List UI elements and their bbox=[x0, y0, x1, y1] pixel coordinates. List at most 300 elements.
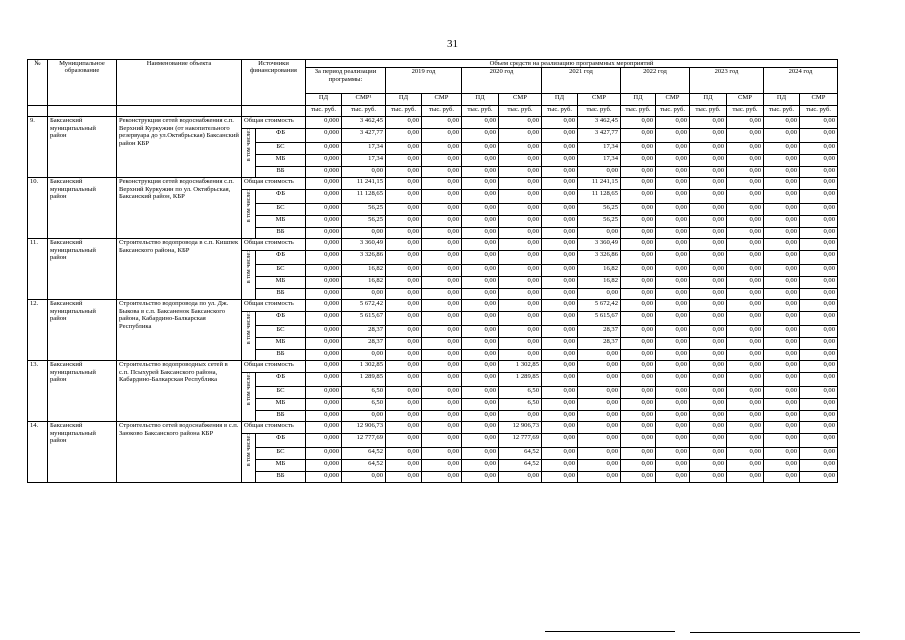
unit-label: тыс. руб. bbox=[621, 106, 656, 117]
value-cell: 0,00 bbox=[542, 178, 578, 190]
unit-label: тыс. руб. bbox=[422, 106, 462, 117]
col-number-header: № bbox=[28, 60, 48, 106]
value-cell: 0,00 bbox=[727, 129, 764, 143]
value-cell: 16,82 bbox=[342, 277, 386, 289]
value-cell: 0,00 bbox=[422, 448, 462, 460]
value-cell: 0,00 bbox=[386, 399, 422, 411]
value-cell: 0,00 bbox=[542, 265, 578, 277]
value-cell: 0,00 bbox=[690, 216, 727, 228]
smr-header: СМР bbox=[800, 94, 838, 106]
value-cell: 0,00 bbox=[542, 422, 578, 434]
value-cell: 0,00 bbox=[542, 472, 578, 483]
value-cell: 0,000 bbox=[306, 373, 342, 387]
value-cell: 0,00 bbox=[578, 387, 621, 399]
unit-label: тыс. руб. bbox=[656, 106, 690, 117]
value-cell: 0,000 bbox=[306, 448, 342, 460]
value-cell: 0,00 bbox=[656, 228, 690, 239]
value-cell: 0,00 bbox=[499, 411, 542, 422]
source-total-label: Общая стоимость bbox=[242, 361, 306, 373]
value-cell: 0,00 bbox=[542, 338, 578, 350]
value-cell: 0,00 bbox=[800, 265, 838, 277]
value-cell: 0,00 bbox=[542, 434, 578, 448]
value-cell: 0,00 bbox=[542, 387, 578, 399]
value-cell: 0,00 bbox=[542, 143, 578, 155]
value-cell: 0,000 bbox=[306, 251, 342, 265]
value-cell: 0,00 bbox=[727, 448, 764, 460]
value-cell: 0,00 bbox=[621, 117, 656, 129]
value-cell: 0,00 bbox=[578, 460, 621, 472]
value-cell: 17,34 bbox=[578, 143, 621, 155]
value-cell: 0,00 bbox=[656, 251, 690, 265]
entry-municipality: Баксанский муниципальный район bbox=[48, 300, 117, 361]
value-cell: 0,00 bbox=[690, 178, 727, 190]
smr-header: СМР bbox=[578, 94, 621, 106]
value-cell: 0,00 bbox=[800, 143, 838, 155]
source-label: ВБ bbox=[256, 228, 306, 239]
value-cell: 0,00 bbox=[621, 350, 656, 361]
value-cell: 0,00 bbox=[656, 289, 690, 300]
value-cell: 0,00 bbox=[578, 167, 621, 178]
value-cell: 0,00 bbox=[621, 399, 656, 411]
page-number: 31 bbox=[447, 38, 458, 50]
source-label: БС bbox=[256, 448, 306, 460]
value-cell: 0,00 bbox=[656, 239, 690, 251]
value-cell: 3 360,49 bbox=[342, 239, 386, 251]
unit-label: тыс. руб. bbox=[542, 106, 578, 117]
unit-label: тыс. руб. bbox=[690, 106, 727, 117]
entry-municipality: Баксанский муниципальный район bbox=[48, 117, 117, 178]
value-cell: 0,00 bbox=[499, 472, 542, 483]
value-cell: 0,00 bbox=[621, 387, 656, 399]
value-cell: 0,00 bbox=[656, 361, 690, 373]
value-cell: 0,00 bbox=[422, 228, 462, 239]
source-label: БС bbox=[256, 326, 306, 338]
pd-header: ПД bbox=[462, 94, 499, 106]
value-cell: 0,00 bbox=[462, 387, 499, 399]
value-cell: 0,00 bbox=[800, 338, 838, 350]
value-cell: 12 777,69 bbox=[499, 434, 542, 448]
value-cell: 0,00 bbox=[386, 350, 422, 361]
value-cell: 0,00 bbox=[727, 167, 764, 178]
value-cell: 0,00 bbox=[422, 277, 462, 289]
value-cell: 0,00 bbox=[764, 117, 800, 129]
value-cell: 0,00 bbox=[690, 373, 727, 387]
value-cell: 0,00 bbox=[542, 460, 578, 472]
value-cell: 0,00 bbox=[800, 155, 838, 167]
value-cell: 0,00 bbox=[764, 434, 800, 448]
value-cell: 0,00 bbox=[542, 129, 578, 143]
value-cell: 0,00 bbox=[800, 387, 838, 399]
unit-label: тыс. руб. bbox=[578, 106, 621, 117]
value-cell: 11 241,15 bbox=[342, 178, 386, 190]
value-cell: 0,00 bbox=[764, 265, 800, 277]
value-cell: 0,00 bbox=[800, 472, 838, 483]
value-cell: 0,00 bbox=[727, 117, 764, 129]
value-cell: 0,000 bbox=[306, 216, 342, 228]
value-cell: 0,00 bbox=[422, 434, 462, 448]
value-cell: 56,25 bbox=[342, 216, 386, 228]
value-cell: 0,00 bbox=[656, 434, 690, 448]
value-cell: 0,00 bbox=[727, 399, 764, 411]
value-cell: 6,50 bbox=[342, 387, 386, 399]
value-cell: 0,00 bbox=[422, 239, 462, 251]
value-cell: 0,000 bbox=[306, 289, 342, 300]
value-cell: 0,00 bbox=[727, 460, 764, 472]
value-cell: 0,00 bbox=[690, 399, 727, 411]
value-cell: 0,00 bbox=[800, 326, 838, 338]
value-cell: 0,00 bbox=[422, 300, 462, 312]
value-cell: 0,00 bbox=[462, 129, 499, 143]
value-cell: 0,00 bbox=[690, 129, 727, 143]
value-cell: 0,00 bbox=[386, 312, 422, 326]
value-cell: 3 427,77 bbox=[578, 129, 621, 143]
in-total-label-cell bbox=[242, 312, 256, 361]
smr-header: СМР¹ bbox=[342, 94, 386, 106]
funding-table bbox=[27, 59, 838, 483]
value-cell: 0,00 bbox=[690, 143, 727, 155]
value-cell: 0,000 bbox=[306, 167, 342, 178]
value-cell: 0,00 bbox=[764, 190, 800, 204]
entry-number: 12. bbox=[28, 300, 48, 361]
value-cell: 0,00 bbox=[764, 277, 800, 289]
value-cell: 0,00 bbox=[542, 216, 578, 228]
value-cell: 11 241,15 bbox=[578, 178, 621, 190]
value-cell: 0,00 bbox=[690, 251, 727, 265]
value-cell: 3 462,45 bbox=[578, 117, 621, 129]
value-cell: 0,000 bbox=[306, 178, 342, 190]
value-cell: 0,00 bbox=[578, 350, 621, 361]
value-cell: 0,00 bbox=[764, 460, 800, 472]
value-cell: 0,00 bbox=[690, 312, 727, 326]
value-cell: 0,00 bbox=[800, 216, 838, 228]
value-cell: 0,00 bbox=[499, 117, 542, 129]
unit-label: тыс. руб. bbox=[764, 106, 800, 117]
value-cell: 0,00 bbox=[342, 228, 386, 239]
value-cell: 0,00 bbox=[621, 338, 656, 350]
value-cell: 0,00 bbox=[800, 350, 838, 361]
value-cell: 0,00 bbox=[764, 289, 800, 300]
value-cell: 6,50 bbox=[499, 399, 542, 411]
value-cell: 0,00 bbox=[422, 411, 462, 422]
value-cell: 0,00 bbox=[462, 434, 499, 448]
value-cell: 0,00 bbox=[578, 361, 621, 373]
value-cell: 0,00 bbox=[462, 448, 499, 460]
value-cell: 0,00 bbox=[578, 373, 621, 387]
value-cell: 0,00 bbox=[342, 167, 386, 178]
value-cell: 0,00 bbox=[800, 361, 838, 373]
value-cell: 0,00 bbox=[690, 460, 727, 472]
value-cell: 0,00 bbox=[656, 117, 690, 129]
in-total-label: в том числе: bbox=[245, 190, 252, 223]
value-cell: 0,00 bbox=[422, 178, 462, 190]
value-cell: 64,52 bbox=[499, 460, 542, 472]
value-cell: 0,00 bbox=[422, 361, 462, 373]
value-cell: 0,00 bbox=[727, 411, 764, 422]
source-label: ФБ bbox=[256, 251, 306, 265]
value-cell: 0,00 bbox=[727, 178, 764, 190]
value-cell: 0,00 bbox=[422, 472, 462, 483]
value-cell: 0,00 bbox=[727, 312, 764, 326]
value-cell: 64,52 bbox=[342, 460, 386, 472]
value-cell: 0,00 bbox=[386, 326, 422, 338]
value-cell: 0,00 bbox=[542, 312, 578, 326]
entry-number: 9. bbox=[28, 117, 48, 178]
value-cell: 0,00 bbox=[800, 460, 838, 472]
value-cell: 0,00 bbox=[578, 472, 621, 483]
value-cell: 0,00 bbox=[690, 448, 727, 460]
blank-cell bbox=[48, 106, 117, 117]
value-cell: 0,00 bbox=[727, 216, 764, 228]
entry-municipality: Баксанский муниципальный район bbox=[48, 178, 117, 239]
value-cell: 0,00 bbox=[542, 228, 578, 239]
value-cell: 0,00 bbox=[621, 434, 656, 448]
value-cell: 0,00 bbox=[499, 228, 542, 239]
value-cell: 0,00 bbox=[800, 312, 838, 326]
year-header: 2023 год bbox=[690, 68, 764, 94]
col-period-header: За период реализации программы: bbox=[306, 68, 386, 94]
value-cell: 0,00 bbox=[800, 373, 838, 387]
entry-object: Строительство сетей водоснабжения в с.п. Заюково Баксанского района КБР bbox=[117, 422, 242, 483]
value-cell: 0,00 bbox=[542, 411, 578, 422]
value-cell: 0,00 bbox=[386, 265, 422, 277]
source-label: БС bbox=[256, 204, 306, 216]
source-label: БС bbox=[256, 387, 306, 399]
value-cell: 3 360,49 bbox=[578, 239, 621, 251]
value-cell: 0,00 bbox=[690, 326, 727, 338]
in-total-label-cell bbox=[242, 434, 256, 483]
value-cell: 0,00 bbox=[690, 472, 727, 483]
source-label: МБ bbox=[256, 460, 306, 472]
source-total-label: Общая стоимость bbox=[242, 300, 306, 312]
value-cell: 0,00 bbox=[800, 251, 838, 265]
value-cell: 0,00 bbox=[386, 387, 422, 399]
value-cell: 0,00 bbox=[621, 448, 656, 460]
value-cell: 0,00 bbox=[422, 265, 462, 277]
footer-rule bbox=[545, 631, 675, 632]
value-cell: 0,00 bbox=[499, 143, 542, 155]
value-cell: 0,00 bbox=[386, 117, 422, 129]
source-label: ВБ bbox=[256, 472, 306, 483]
year-header: 2020 год bbox=[462, 68, 542, 94]
entry-number: 11. bbox=[28, 239, 48, 300]
value-cell: 0,00 bbox=[800, 228, 838, 239]
value-cell: 3 427,77 bbox=[342, 129, 386, 143]
value-cell: 0,00 bbox=[422, 251, 462, 265]
value-cell: 6,50 bbox=[499, 387, 542, 399]
unit-label: тыс. руб. bbox=[306, 106, 342, 117]
value-cell: 0,00 bbox=[386, 300, 422, 312]
value-cell: 0,000 bbox=[306, 239, 342, 251]
entry-municipality: Баксанский муниципальный район bbox=[48, 361, 117, 422]
value-cell: 0,00 bbox=[462, 338, 499, 350]
value-cell: 0,00 bbox=[422, 289, 462, 300]
value-cell: 0,00 bbox=[764, 155, 800, 167]
value-cell: 0,00 bbox=[764, 422, 800, 434]
value-cell: 0,00 bbox=[578, 228, 621, 239]
value-cell: 0,00 bbox=[656, 387, 690, 399]
value-cell: 0,000 bbox=[306, 155, 342, 167]
value-cell: 12 777,69 bbox=[342, 434, 386, 448]
entry-total-row bbox=[28, 300, 838, 312]
value-cell: 0,00 bbox=[499, 326, 542, 338]
entry-number: 13. bbox=[28, 361, 48, 422]
value-cell: 0,00 bbox=[342, 289, 386, 300]
value-cell: 0,00 bbox=[499, 289, 542, 300]
value-cell: 0,000 bbox=[306, 411, 342, 422]
value-cell: 0,00 bbox=[386, 277, 422, 289]
value-cell: 0,00 bbox=[656, 312, 690, 326]
source-label: ФБ bbox=[256, 312, 306, 326]
entry-total-row bbox=[28, 361, 838, 373]
value-cell: 0,00 bbox=[727, 265, 764, 277]
value-cell: 17,34 bbox=[342, 143, 386, 155]
in-total-label: в том числе: bbox=[245, 251, 252, 284]
value-cell: 0,00 bbox=[621, 460, 656, 472]
value-cell: 0,00 bbox=[690, 228, 727, 239]
value-cell: 0,000 bbox=[306, 117, 342, 129]
value-cell: 0,00 bbox=[800, 178, 838, 190]
value-cell: 0,00 bbox=[386, 411, 422, 422]
value-cell: 3 462,45 bbox=[342, 117, 386, 129]
unit-label: тыс. руб. bbox=[462, 106, 499, 117]
value-cell: 0,00 bbox=[656, 448, 690, 460]
value-cell: 0,00 bbox=[386, 129, 422, 143]
value-cell: 16,82 bbox=[342, 265, 386, 277]
value-cell: 0,00 bbox=[621, 265, 656, 277]
value-cell: 0,000 bbox=[306, 129, 342, 143]
value-cell: 0,00 bbox=[462, 422, 499, 434]
value-cell: 6,50 bbox=[342, 399, 386, 411]
value-cell: 0,00 bbox=[542, 239, 578, 251]
value-cell: 0,00 bbox=[462, 251, 499, 265]
value-cell: 0,00 bbox=[727, 373, 764, 387]
value-cell: 0,00 bbox=[462, 277, 499, 289]
value-cell: 0,00 bbox=[621, 472, 656, 483]
value-cell: 0,00 bbox=[542, 373, 578, 387]
value-cell: 3 326,86 bbox=[578, 251, 621, 265]
entry-municipality: Баксанский муниципальный район bbox=[48, 239, 117, 300]
value-cell: 0,000 bbox=[306, 399, 342, 411]
value-cell: 0,00 bbox=[499, 300, 542, 312]
value-cell: 0,00 bbox=[621, 204, 656, 216]
value-cell: 0,00 bbox=[690, 289, 727, 300]
value-cell: 0,00 bbox=[690, 155, 727, 167]
year-header: 2022 год bbox=[621, 68, 690, 94]
value-cell: 28,37 bbox=[342, 338, 386, 350]
source-label: ВБ bbox=[256, 350, 306, 361]
source-total-label: Общая стоимость bbox=[242, 422, 306, 434]
value-cell: 0,00 bbox=[578, 434, 621, 448]
value-cell: 0,00 bbox=[690, 361, 727, 373]
value-cell: 0,00 bbox=[422, 387, 462, 399]
value-cell: 0,00 bbox=[727, 190, 764, 204]
value-cell: 0,00 bbox=[422, 422, 462, 434]
value-cell: 0,00 bbox=[542, 350, 578, 361]
entry-object: Реконструкция сетей водоснабжения с.п. Верхний Куркужин по ул. Октябрьская, Баксанский район, КБР bbox=[117, 178, 242, 239]
value-cell: 0,00 bbox=[422, 143, 462, 155]
value-cell: 0,000 bbox=[306, 312, 342, 326]
value-cell: 0,000 bbox=[306, 387, 342, 399]
value-cell: 0,000 bbox=[306, 338, 342, 350]
value-cell: 12 906,73 bbox=[499, 422, 542, 434]
value-cell: 56,25 bbox=[578, 204, 621, 216]
value-cell: 0,00 bbox=[727, 422, 764, 434]
value-cell: 0,00 bbox=[800, 434, 838, 448]
in-total-label: в том числе: bbox=[245, 312, 252, 345]
value-cell: 0,00 bbox=[690, 434, 727, 448]
value-cell: 0,00 bbox=[656, 204, 690, 216]
unit-label: тыс. руб. bbox=[499, 106, 542, 117]
value-cell: 0,00 bbox=[727, 326, 764, 338]
unit-label: тыс. руб. bbox=[727, 106, 764, 117]
value-cell: 0,00 bbox=[386, 239, 422, 251]
blank-cell bbox=[117, 106, 242, 117]
value-cell: 0,00 bbox=[422, 204, 462, 216]
value-cell: 64,52 bbox=[342, 448, 386, 460]
value-cell: 0,00 bbox=[800, 277, 838, 289]
value-cell: 0,00 bbox=[621, 422, 656, 434]
source-label: ВБ bbox=[256, 167, 306, 178]
value-cell: 0,00 bbox=[542, 448, 578, 460]
source-label: ВБ bbox=[256, 289, 306, 300]
value-cell: 0,00 bbox=[656, 399, 690, 411]
value-cell: 0,00 bbox=[499, 265, 542, 277]
value-cell: 0,00 bbox=[621, 277, 656, 289]
smr-header: СМР bbox=[656, 94, 690, 106]
value-cell: 0,00 bbox=[621, 251, 656, 265]
value-cell: 0,00 bbox=[386, 289, 422, 300]
unit-label: тыс. руб. bbox=[386, 106, 422, 117]
value-cell: 0,00 bbox=[499, 155, 542, 167]
col-volume-header: Объем средств на реализацию программных мероприятий bbox=[306, 60, 838, 68]
value-cell: 0,000 bbox=[306, 277, 342, 289]
value-cell: 0,00 bbox=[621, 239, 656, 251]
value-cell: 0,00 bbox=[621, 190, 656, 204]
unit-label: тыс. руб. bbox=[342, 106, 386, 117]
source-label: МБ bbox=[256, 155, 306, 167]
value-cell: 0,00 bbox=[542, 399, 578, 411]
value-cell: 0,00 bbox=[386, 155, 422, 167]
value-cell: 0,00 bbox=[542, 300, 578, 312]
value-cell: 0,00 bbox=[462, 472, 499, 483]
value-cell: 0,00 bbox=[462, 300, 499, 312]
source-label: ФБ bbox=[256, 129, 306, 143]
value-cell: 0,00 bbox=[422, 350, 462, 361]
in-total-label: в том числе: bbox=[245, 434, 252, 467]
value-cell: 3 326,86 bbox=[342, 251, 386, 265]
value-cell: 0,00 bbox=[690, 239, 727, 251]
value-cell: 0,00 bbox=[621, 178, 656, 190]
value-cell: 0,00 bbox=[800, 167, 838, 178]
entry-total-row bbox=[28, 422, 838, 434]
value-cell: 0,00 bbox=[690, 422, 727, 434]
value-cell: 0,00 bbox=[727, 350, 764, 361]
value-cell: 0,000 bbox=[306, 204, 342, 216]
value-cell: 0,00 bbox=[621, 326, 656, 338]
pd-header: ПД bbox=[621, 94, 656, 106]
value-cell: 0,00 bbox=[727, 251, 764, 265]
value-cell: 0,00 bbox=[422, 155, 462, 167]
value-cell: 0,00 bbox=[656, 422, 690, 434]
value-cell: 0,00 bbox=[690, 265, 727, 277]
value-cell: 0,00 bbox=[542, 204, 578, 216]
value-cell: 0,00 bbox=[542, 117, 578, 129]
value-cell: 0,00 bbox=[800, 129, 838, 143]
value-cell: 0,00 bbox=[656, 472, 690, 483]
value-cell: 0,00 bbox=[764, 216, 800, 228]
value-cell: 0,000 bbox=[306, 190, 342, 204]
value-cell: 0,00 bbox=[422, 399, 462, 411]
